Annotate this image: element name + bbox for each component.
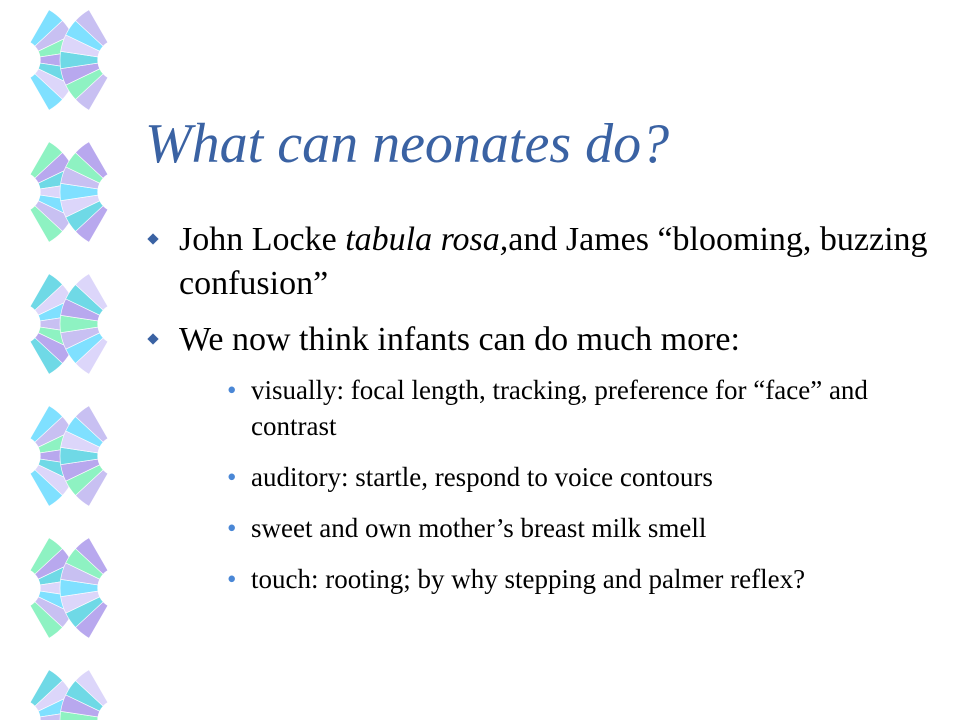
bullet-locke-james [145, 218, 945, 306]
decorative-fan-strip [0, 0, 140, 720]
fan-wheel [60, 406, 108, 506]
fan-wheel [60, 142, 108, 242]
diamond-bullet-icon [147, 233, 158, 244]
sub-bullet-touch [179, 561, 945, 597]
sub-bullet-visually [179, 372, 945, 444]
sub-bullet-smell [179, 510, 945, 546]
slide-title: What can neonates do? [145, 113, 670, 175]
bullet-list [145, 218, 945, 612]
bullet-text-part: John Locke [179, 221, 346, 258]
dot-bullet-icon: • [227, 462, 237, 492]
diamond-bullet-icon [147, 333, 158, 344]
bullet-infants-more [145, 318, 945, 597]
fan-wheel [60, 538, 108, 638]
sub-bullet-list [179, 372, 945, 597]
sub-bullet-text: touch: rooting; by why stepping and palmer reflex? [251, 564, 806, 594]
sub-bullet-text: sweet and own mother’s breast milk smell [251, 513, 707, 543]
dot-bullet-icon: • [227, 375, 237, 405]
fan-wheel [60, 10, 108, 110]
bullet-text: We now think infants can do much more: [179, 321, 740, 358]
dot-bullet-icon: • [227, 564, 237, 594]
bullet-text-part: and James “blooming, buzzing confusion” [179, 221, 928, 302]
fan-wheel [60, 670, 108, 720]
sub-bullet-text: auditory: startle, respond to voice contours [251, 462, 713, 492]
bullet-text-italic-part: tabula rosa, [345, 221, 509, 258]
sub-bullet-text: visually: focal length, tracking, preference for “face” and contrast [251, 375, 868, 441]
dot-bullet-icon: • [227, 513, 237, 543]
fan-wheel [60, 274, 108, 374]
sub-bullet-auditory [179, 459, 945, 495]
